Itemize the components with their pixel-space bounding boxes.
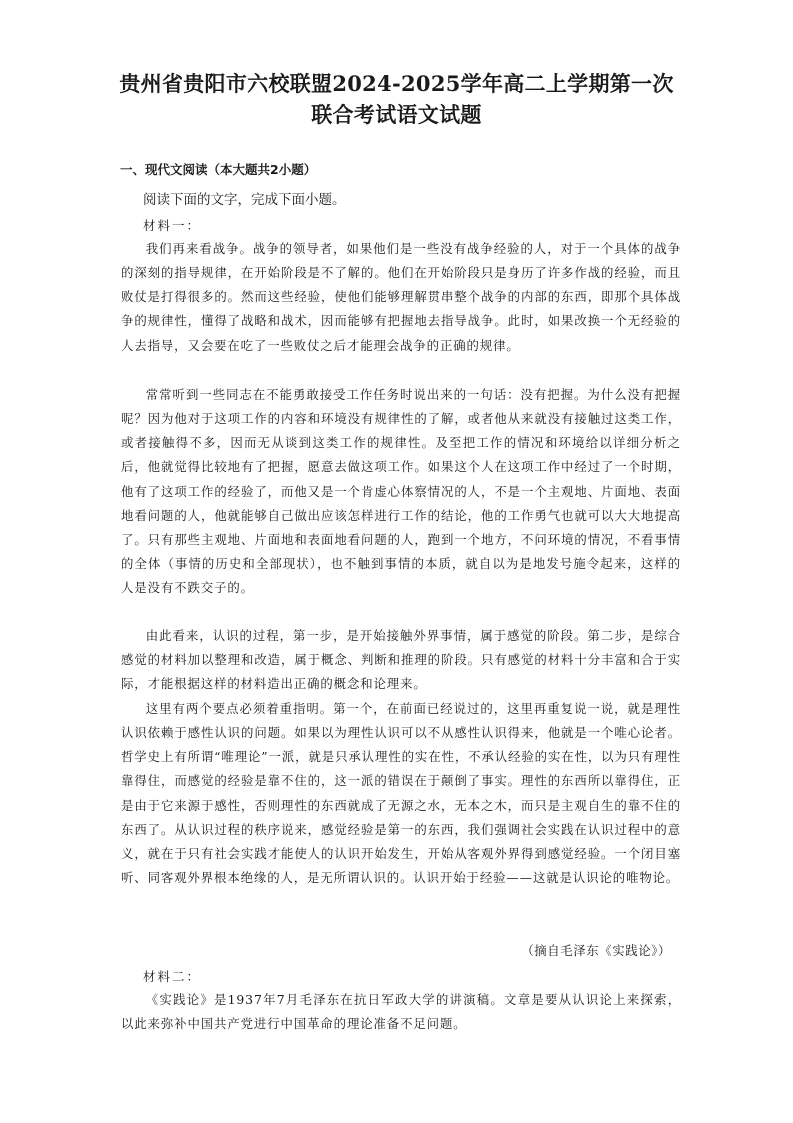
section-heading: 一、现代文阅读（本大题共2小题） <box>120 162 317 177</box>
material-2-label: 材料二： <box>143 969 202 984</box>
material-1-paragraph: 由此看来，认识的过程，第一步，是开始接触外界事情，属于感觉的阶段。第二步，是综合感觉的材料加以整理和改造，属于概念、判断和推理的阶段。只有感觉的材料十分丰富和合于实际，才能根据这样的材料造出正确的概念和论理来。 <box>121 628 681 692</box>
material-1-paragraph: 常常听到一些同志在不能勇敢接受工作任务时说出来的一句话：没有把握。为什么没有把握呢？因为他对于这项工作的内容和环境没有规律性的了解，或者他从来就没有接触过这类工作，或者接触得不多，因而无从谈到这类工作的规律性。及至把工作的情况和环境给以详细分析之后，他就觉得比较地有了把握，愿意去做这项工作。如果这个人在这项工作中经过了一个时期，他有了这项工作的经验了，而他又是一个肯虚心体察情况的人，不是一个主观地、片面地、表面地看问题的人，他就能够自己做出应该怎样进行工作的结论，他的工作勇气也就可以大大地提高了。只有那些主观地、片面地和表面地看问题的人，跑到一个地方，不问环境的情况，不看事情的全体（事情的历史和全部现状），也不触到事情的本质，就自以为是地发号施令起来，这样的人是没有不跌交子的。 <box>121 387 681 596</box>
material-1-source: （摘自毛泽东《实践论》） <box>521 943 671 958</box>
material-1-paragraph: 这里有两个要点必须着重指明。第一个，在前面已经说过的，这里再重复说一说，就是理性认识依赖于感性认识的问题。如果以为理性认识可以不从感性认识得来，他就是一个唯心论者。哲学史上有所谓“唯理论”一派，就是只承认理性的实在性，不承认经验的实在性，以为只有理性靠得住，而感觉的经验是靠不住的，这一派的错误在于颠倒了事实。理性的东西所以靠得住，正是由于它来源于感性，否则理性的东西就成了无源之水，无本之木，而只是主观自生的靠不住的东西了。从认识过程的秩序说来，感觉经验是第一的东西，我们强调社会实践在认识过程中的意义，就在于只有社会实践才能使人的认识开始发生，开始从客观外界得到感觉经验。一个闭目塞听、同客观外界根本绝缘的人，是无所谓认识的。认识开始于经验——这就是认识论的唯物论。 <box>121 701 681 886</box>
material-1-label: 材料一： <box>143 218 202 233</box>
exam-title-line-1: 贵州省贵阳市六校联盟2024-2025学年高二上学期第一次 <box>119 71 674 96</box>
material-1-paragraph: 我们再来看战争。战争的领导者，如果他们是一些没有战争经验的人，对于一个具体的战争的深刻的指导规律，在开始阶段是不了解的。他们在开始阶段只是身历了许多作战的经验，而且败仗是打得很多的。然而这些经验，使他们能够理解贯串整个战争的内部的东西，即那个具体战争的规律性，懂得了战略和战术，因而能够有把握地去指导战争。此时，如果改换一个无经验的人去指导，又会要在吃了一些败仗之后才能理会战争的正确的规律。 <box>121 241 681 353</box>
reading-instruction: 阅读下面的文字，完成下面小题。 <box>143 192 346 208</box>
material-2-paragraph: 《实践论》是1937年7月毛泽东在抗日军政大学的讲演稿。文章是要从认识论上来探索，以此来弥补中国共产党进行中国革命的理论准备不足问题。 <box>121 992 681 1032</box>
exam-title-line-2: 联合考试语文试题 <box>311 102 482 127</box>
